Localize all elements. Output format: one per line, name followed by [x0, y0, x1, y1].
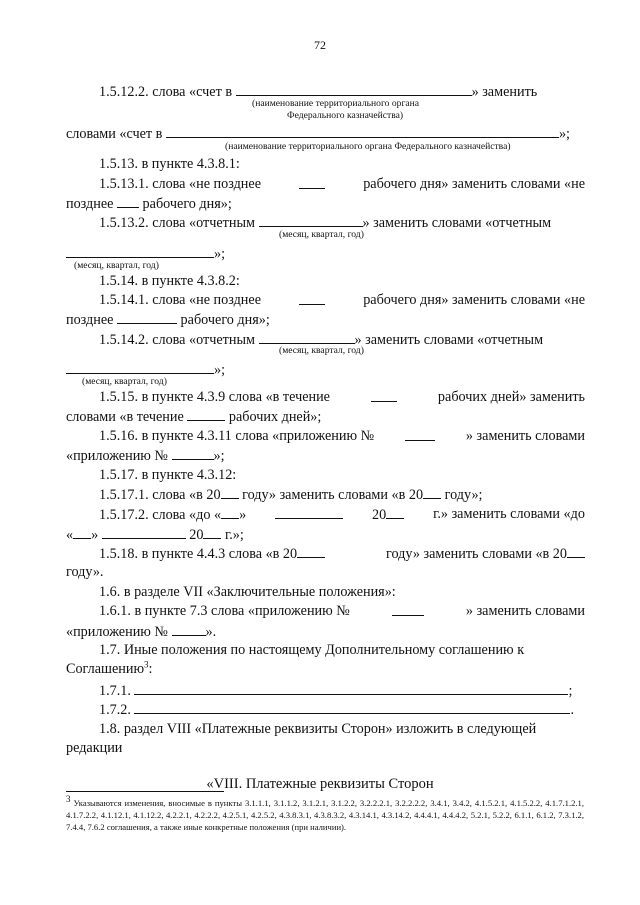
clause-1-5-14: 1.5.14. в пункте 4.3.8.2: — [99, 273, 240, 289]
clause-text: » заменить словами «отчетным — [362, 215, 552, 231]
clause-1-8: 1.8. раздел VIII «Платежные реквизиты Сторон» изложить в следующей — [99, 721, 537, 737]
clause-text: 20 — [189, 527, 204, 543]
blank-field — [299, 291, 325, 305]
blank-field — [134, 681, 568, 695]
clause-text: »; — [558, 126, 570, 142]
caption: (месяц, квартал, год) — [82, 376, 167, 387]
blank-field — [236, 82, 472, 96]
clause-text: позднее — [66, 196, 114, 212]
page-number: 72 — [314, 38, 326, 52]
blank-field — [166, 124, 559, 138]
blank-field — [392, 602, 424, 616]
footnote-number: 3 — [66, 794, 71, 805]
clause-1-5-17: 1.5.17. в пункте 4.3.12: — [99, 467, 237, 483]
clause-text: рабочих дней» заменить — [437, 389, 585, 405]
clause-1-5-16 — [99, 427, 585, 445]
clause-line — [66, 407, 321, 426]
blank-field — [297, 544, 325, 558]
clause-line: году». — [66, 564, 104, 580]
clause-1-5-13-1 — [99, 175, 585, 193]
blank-field — [221, 505, 239, 519]
clause-text: 1.5.13.1. слова «не позднее — [99, 176, 261, 192]
clause-text: » заменить словами — [465, 603, 585, 619]
clause-text: »; — [214, 246, 226, 262]
caption: (наименование территориального органа Федерального казначейства) — [225, 141, 511, 152]
clause-1-7-1 — [99, 681, 572, 700]
clause-text: году» заменить словами «в 20 — [242, 487, 424, 503]
clause-text: рабочего дня» заменить словами «не — [363, 176, 585, 192]
clause-text: позднее — [66, 312, 114, 328]
blank-field — [172, 622, 206, 636]
clause-text: 1.5.17.1. слова «в 20 — [99, 487, 221, 503]
clause-text: ». — [205, 624, 217, 640]
clause-text: 1.5.15. в пункте 4.3.9 слова «в течение — [99, 389, 330, 405]
clause-text: «приложению № — [66, 624, 168, 640]
clause-text: » заменить — [471, 84, 538, 100]
clause-1-5-17-2 — [99, 505, 585, 524]
clause-text: г.»; — [225, 527, 244, 543]
blank-field — [259, 330, 355, 344]
clause-text: рабочих дней»; — [228, 409, 322, 425]
clause-text: » — [239, 507, 247, 523]
clause-text: 1.6.1. в пункте 7.3 слова «приложению № — [99, 603, 350, 619]
clause-text: рабочего дня»; — [180, 312, 270, 328]
clause-1-5-14-1 — [99, 291, 585, 309]
clause-text: году» заменить словами «в 20 — [386, 546, 567, 562]
blank-field — [221, 485, 239, 499]
clause-line: редакции — [66, 740, 123, 756]
blank-field — [386, 505, 404, 519]
clause-text: 1.5.14.1. слова «не позднее — [99, 292, 261, 308]
clause-text: 1.5.18. в пункте 4.4.3 слова «в 20 — [99, 546, 298, 562]
blank-field — [423, 485, 441, 499]
caption: (месяц, квартал, год) — [74, 260, 159, 271]
clause-text: рабочего дня» заменить словами «не — [363, 292, 585, 308]
blank-field — [66, 244, 214, 258]
blank-field — [371, 388, 397, 402]
clause-1-5-13: 1.5.13. в пункте 4.3.8.1: — [99, 156, 240, 172]
clause-text: 1.5.17.2. слова «до « — [99, 507, 222, 523]
blank-field — [259, 213, 363, 227]
blank-field — [187, 407, 225, 421]
blank-field — [172, 446, 214, 460]
clause-line — [66, 525, 244, 544]
footnote-ref: 3 — [144, 659, 149, 670]
clause-text: году»; — [444, 487, 483, 503]
clause-text: » заменить словами — [465, 428, 585, 444]
clause-1-5-15 — [99, 388, 585, 406]
caption: (месяц, квартал, год) — [279, 229, 364, 240]
clause-text: 1.7.2. — [99, 702, 131, 718]
caption: (месяц, квартал, год) — [279, 345, 364, 356]
clause-text: 1.7.1. — [99, 683, 131, 699]
blank-field — [66, 360, 214, 374]
clause-text: » заменить словами «отчетным — [354, 332, 544, 348]
clause-1-7 — [99, 641, 585, 659]
clause-1-5-17-1 — [99, 485, 482, 504]
clause-text: 20 — [372, 507, 387, 523]
caption: (наименование территориального органа — [252, 98, 420, 109]
clause-text: : — [148, 661, 153, 677]
clause-text: словами «счет в — [66, 126, 163, 142]
blank-field — [134, 700, 570, 714]
footnote — [66, 794, 584, 833]
blank-field — [275, 505, 343, 519]
clause-text: рабочего дня»; — [142, 196, 232, 212]
clause-line — [66, 660, 153, 678]
blank-field — [203, 525, 221, 539]
clause-text: . — [570, 702, 575, 718]
clause-1-6: 1.6. в разделе VII «Заключительные положения»: — [99, 584, 396, 600]
clause-line — [66, 310, 270, 329]
clause-text: г.» заменить словами «до — [433, 506, 585, 522]
blank-field — [117, 194, 139, 208]
blank-field — [405, 427, 435, 441]
blank-field — [567, 544, 585, 558]
clause-text: 1.5.16. в пункте 4.3.11 слова «приложению № — [99, 428, 375, 444]
clause-line — [66, 446, 225, 465]
clause-text: «приложению № — [66, 448, 168, 464]
clause-text: « — [66, 527, 74, 543]
clause-1-7-2 — [99, 700, 574, 719]
clause-text: ; — [568, 683, 573, 699]
clause-text: 1.5.12.2. слова «счет в — [99, 84, 233, 100]
clause-text: словами «в течение — [66, 409, 184, 425]
footnote-text: Указываются изменения, вносимые в пункты 3.1.1.1, 3.1.1.2, 3.1.2.1, 3.1.2.2, 3.2.2.2.1, 3.2.2.2.2, 3.4.1, 3.4.2, 4.1.5.2.1, 4.1.5.2.2, 4.1.7.1.2.1, 4.1.7.2.2, 4.1.12.1, 4.1.12.2, 4.2.2.1, 4.2.2.2, 4.2.5.1, 4.2.5.2, 4.3.8.3.1, 4.3.8.3.2, 4.3.14.1, 4.3.14.2, 4.4.4.1, 4.4.4.2, 5.2.1, 5.2.2, 6.1.1, 6.1.2, 7.3.1.2, 7.4.4, 7.6.2 соглашения, а также иные конкретные положения (при наличии). — [66, 798, 584, 832]
blank-field — [73, 525, 91, 539]
clause-1-6-1 — [99, 602, 585, 620]
footnote-separator — [66, 791, 224, 792]
clause-text: 1.5.14.2. слова «отчетным — [99, 332, 255, 348]
blank-field — [102, 525, 186, 539]
caption: Федерального казначейства) — [287, 110, 404, 121]
clause-text: » — [91, 527, 99, 543]
clause-text: 1.5.13.2. слова «отчетным — [99, 215, 255, 231]
clause-line — [66, 194, 232, 213]
blank-field — [299, 175, 325, 189]
clause-text: »; — [214, 362, 226, 378]
section-heading: «VIII. Платежные реквизиты Сторон — [206, 776, 434, 792]
blank-field — [117, 310, 177, 324]
clause-text: »; — [213, 448, 225, 464]
clause-text: Соглашению — [66, 661, 145, 677]
clause-1-5-18 — [99, 544, 585, 563]
clause-text: 1.7. Иные положения по настоящему Дополнительному соглашению к — [99, 642, 525, 658]
clause-line — [66, 622, 216, 641]
